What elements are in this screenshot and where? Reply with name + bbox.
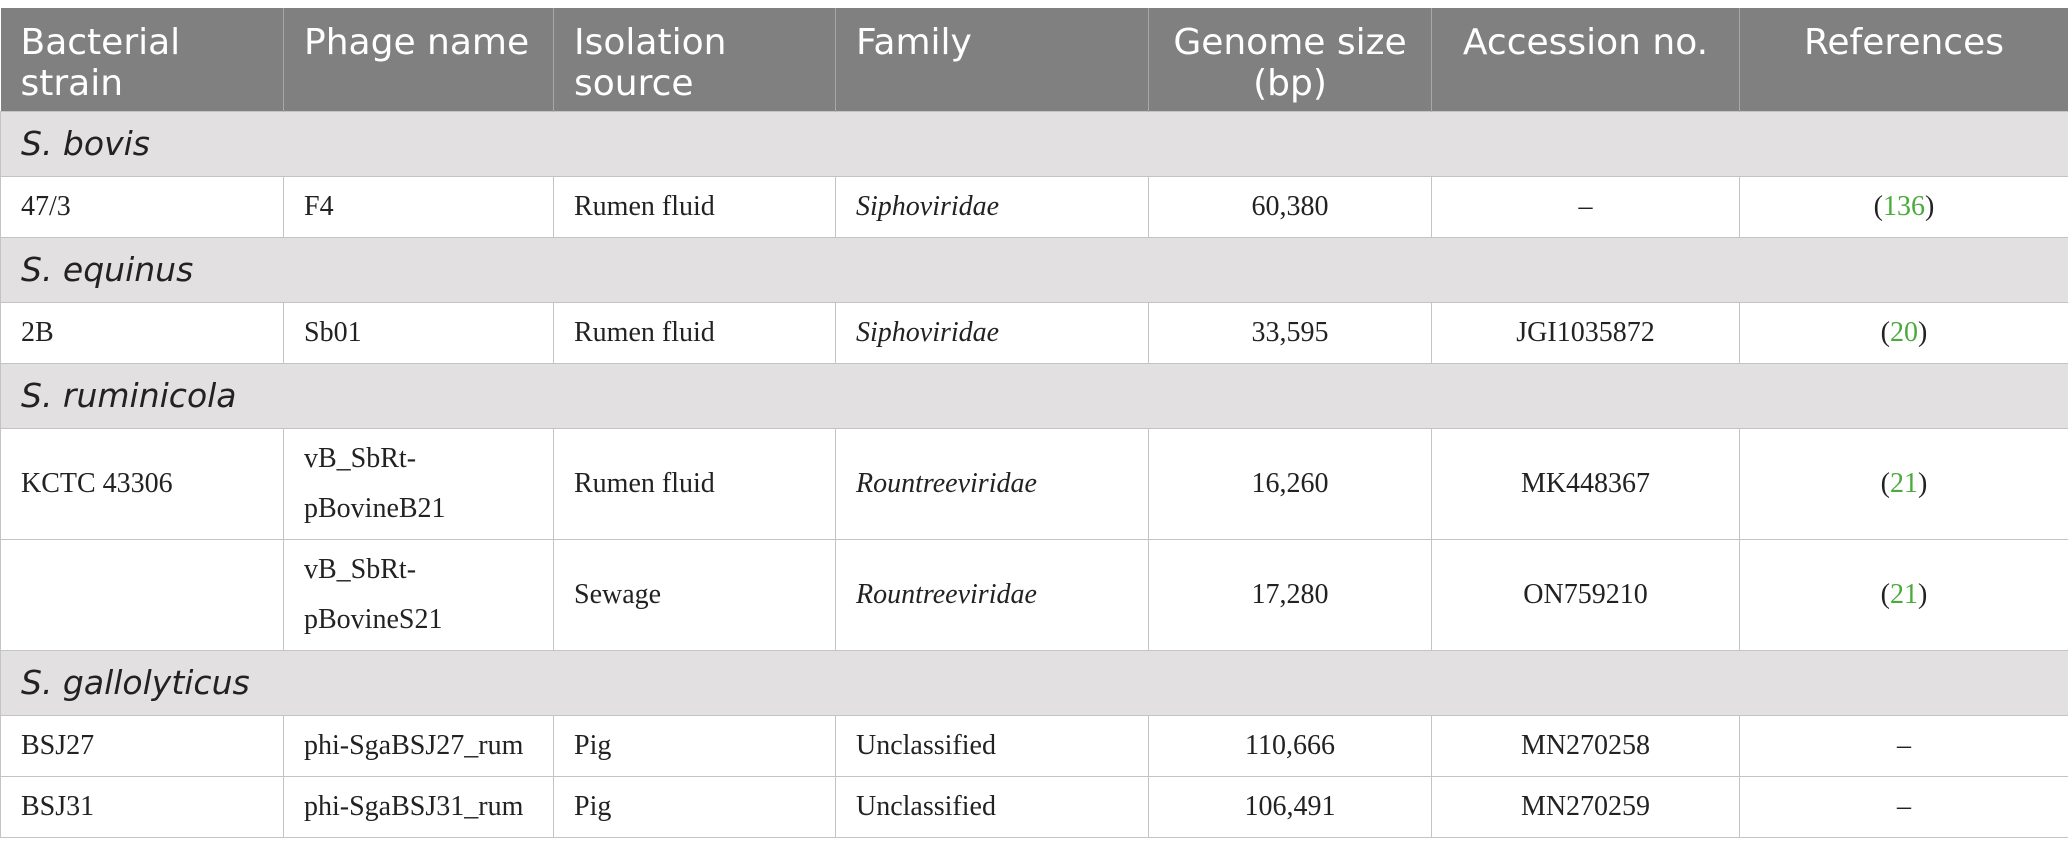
reference-link[interactable]: 21 <box>1890 468 1918 499</box>
ref-close-paren: ) <box>1918 579 1928 610</box>
table-row <box>1 429 2068 540</box>
cell-strain: BSJ31 <box>1 777 284 838</box>
ref-close-paren: ) <box>1918 468 1928 499</box>
header-phage-name: Phage name <box>284 8 554 112</box>
table-row <box>1 303 2068 364</box>
group-row <box>1 364 2068 429</box>
table-row <box>1 540 2068 651</box>
cell-isolation-source: Rumen fluid <box>554 177 836 238</box>
phage-table <box>0 8 2068 838</box>
group-row <box>1 238 2068 303</box>
ref-close-paren: ) <box>1918 317 1928 348</box>
cell-genome-size: 16,260 <box>1149 429 1432 540</box>
table-row <box>1 177 2068 238</box>
cell-phage-name <box>284 177 554 238</box>
cell-genome-size: 110,666 <box>1149 716 1432 777</box>
group-label: S. ruminicola <box>1 364 2068 429</box>
cell-phage-name <box>284 777 554 838</box>
cell-accession: MK448367 <box>1432 429 1740 540</box>
header-row <box>1 8 2068 112</box>
header-bacterial-strain: Bacterial strain <box>1 8 284 112</box>
phage-table-container <box>0 8 2068 838</box>
cell-phage-name <box>284 540 554 651</box>
cell-accession: – <box>1432 177 1740 238</box>
table-row <box>1 777 2068 838</box>
phage-name-line: pBovineB21 <box>304 493 446 524</box>
cell-family: Unclassified <box>836 777 1149 838</box>
header-accession-no: Accession no. <box>1432 8 1740 112</box>
phage-name-line: F4 <box>304 191 334 222</box>
header-genome-size: Genome size (bp) <box>1149 8 1432 112</box>
cell-phage-name <box>284 429 554 540</box>
cell-isolation-source: Rumen fluid <box>554 429 836 540</box>
cell-family: Rountreeviridae <box>836 540 1149 651</box>
cell-genome-size: 60,380 <box>1149 177 1432 238</box>
ref-close-paren: ) <box>1925 191 1935 222</box>
cell-strain: BSJ27 <box>1 716 284 777</box>
cell-genome-size: 33,595 <box>1149 303 1432 364</box>
cell-genome-size: 106,491 <box>1149 777 1432 838</box>
ref-open-paren: ( <box>1873 191 1883 222</box>
cell-phage-name <box>284 716 554 777</box>
phage-name-line: Sb01 <box>304 317 362 348</box>
cell-isolation-source: Pig <box>554 716 836 777</box>
cell-isolation-source: Pig <box>554 777 836 838</box>
cell-family: Siphoviridae <box>836 303 1149 364</box>
empty-reference: – <box>1897 791 1911 822</box>
group-label: S. equinus <box>1 238 2068 303</box>
group-label: S. bovis <box>1 112 2068 177</box>
ref-open-paren: ( <box>1880 468 1890 499</box>
reference-link[interactable]: 21 <box>1890 579 1918 610</box>
header-references: References <box>1740 8 2068 112</box>
reference-link[interactable]: 20 <box>1890 317 1918 348</box>
cell-strain: 2B <box>1 303 284 364</box>
cell-family: Siphoviridae <box>836 177 1149 238</box>
group-row <box>1 651 2068 716</box>
table-row <box>1 716 2068 777</box>
cell-references <box>1740 429 2068 540</box>
group-label: S. gallolyticus <box>1 651 2068 716</box>
cell-accession: MN270259 <box>1432 777 1740 838</box>
reference-link[interactable]: 136 <box>1883 191 1925 222</box>
phage-name-line: vB_SbRt- <box>304 443 417 474</box>
cell-phage-name <box>284 303 554 364</box>
cell-family: Rountreeviridae <box>836 429 1149 540</box>
header-family: Family <box>836 8 1149 112</box>
ref-open-paren: ( <box>1880 579 1890 610</box>
cell-strain: KCTC 43306 <box>1 429 284 540</box>
cell-isolation-source: Rumen fluid <box>554 303 836 364</box>
cell-strain <box>1 540 284 651</box>
cell-strain: 47/3 <box>1 177 284 238</box>
cell-accession: JGI1035872 <box>1432 303 1740 364</box>
cell-family: Unclassified <box>836 716 1149 777</box>
cell-isolation-source: Sewage <box>554 540 836 651</box>
cell-accession: ON759210 <box>1432 540 1740 651</box>
cell-references <box>1740 177 2068 238</box>
cell-references <box>1740 303 2068 364</box>
phage-name-line: phi-SgaBSJ27_rum <box>304 730 524 761</box>
ref-open-paren: ( <box>1880 317 1890 348</box>
table-body <box>1 112 2068 838</box>
empty-reference: – <box>1897 730 1911 761</box>
phage-name-line: phi-SgaBSJ31_rum <box>304 791 524 822</box>
phage-name-line: pBovineS21 <box>304 604 443 635</box>
cell-references <box>1740 777 2068 838</box>
cell-references <box>1740 716 2068 777</box>
group-row <box>1 112 2068 177</box>
cell-references <box>1740 540 2068 651</box>
phage-name-line: vB_SbRt- <box>304 554 417 585</box>
cell-accession: MN270258 <box>1432 716 1740 777</box>
cell-genome-size: 17,280 <box>1149 540 1432 651</box>
header-isolation-source: Isolation source <box>554 8 836 112</box>
